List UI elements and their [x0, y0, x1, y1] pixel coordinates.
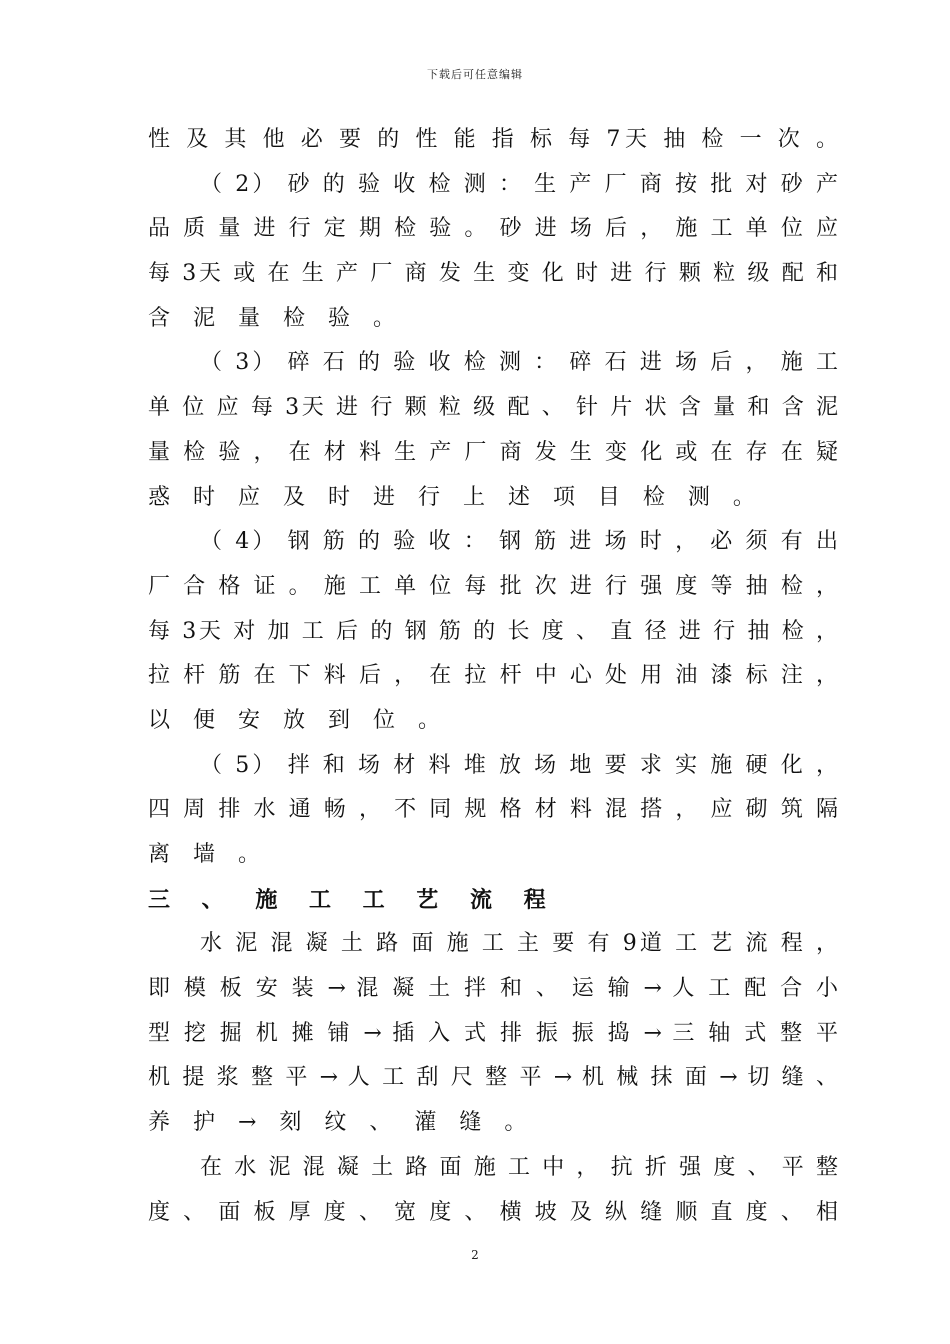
text-line: （ 4） 钢 筋 的 验 收 ： 钢 筋 进 场 时 ， 必 须 有 出: [200, 529, 838, 555]
text-line: 含 泥 量 检 验 。: [148, 305, 403, 331]
text-line: 品 质 量 进 行 定 期 检 验 。 砂 进 场 后 ， 施 工 单 位 应: [148, 216, 838, 242]
text-line: 型 挖 掘 机 摊 铺 → 插 入 式 排 振 振 捣 → 三 轴 式 整 平: [148, 1020, 838, 1046]
text-line: （ 3） 碎 石 的 验 收 检 测 ： 碎 石 进 场 后 ， 施 工: [200, 350, 838, 376]
text-line: 在 水 泥 混 凝 土 路 面 施 工 中 ， 抗 折 强 度 、 平 整: [200, 1154, 838, 1180]
page-number: 2: [471, 1248, 479, 1262]
text-line: 惑 时 应 及 时 进 行 上 述 项 目 检 测 。: [148, 484, 763, 510]
text-line: （ 5） 拌 和 场 材 料 堆 放 场 地 要 求 实 施 硬 化 ，: [200, 752, 838, 778]
text-line: 度 、 面 板 厚 度 、 宽 度 、 横 坡 及 纵 缝 顺 直 度 、 相: [148, 1199, 838, 1225]
text-line: 水 泥 混 凝 土 路 面 施 工 主 要 有 9道 工 艺 流 程 ，: [200, 931, 838, 957]
text-line: 养 护 → 刻 纹 、 灌 缝 。: [148, 1110, 535, 1136]
text-line: （ 2） 砂 的 验 收 检 测 ： 生 产 厂 商 按 批 对 砂 产: [200, 171, 838, 197]
text-line: 四 周 排 水 通 畅 ， 不 同 规 格 材 料 混 搭 ， 应 砌 筑 隔: [148, 797, 838, 823]
text-line: 单 位 应 每 3天 进 行 颗 粒 级 配 、 针 片 状 含 量 和 含 泥: [148, 395, 838, 421]
text-line: 每 3天 或 在 生 产 厂 商 发 生 变 化 时 进 行 颗 粒 级 配 和: [148, 261, 838, 287]
text-line: 量 检 验 ， 在 材 料 生 产 厂 商 发 生 变 化 或 在 存 在 疑: [148, 439, 838, 465]
text-line: 机 提 浆 整 平 → 人 工 刮 尺 整 平 → 机 械 抹 面 → 切 缝 、: [148, 1065, 838, 1091]
text-line: 每 3天 对 加 工 后 的 钢 筋 的 长 度 、 直 径 进 行 抽 检 ，: [148, 618, 838, 644]
text-line: 离 墙 。: [148, 842, 268, 867]
page-header: 下载后可任意编辑: [427, 68, 523, 81]
document-body: [148, 118, 838, 1235]
text-line: 以 便 安 放 到 位 。: [148, 707, 448, 733]
text-line: 厂 合 格 证 。 施 工 单 位 每 批 次 进 行 强 度 等 抽 检 ，: [148, 573, 838, 599]
text-line: 即 模 板 安 装 → 混 凝 土 拌 和 、 运 输 → 人 工 配 合 小: [148, 976, 838, 1002]
text-line: 性 及 其 他 必 要 的 性 能 指 标 每 7天 抽 检 一 次 。: [148, 127, 838, 152]
text-line: 拉 杆 筋 在 下 料 后 ， 在 拉 杆 中 心 处 用 油 漆 标 注 ，: [148, 663, 838, 689]
section-heading: 三 、 施 工 工 艺 流 程: [148, 886, 558, 913]
